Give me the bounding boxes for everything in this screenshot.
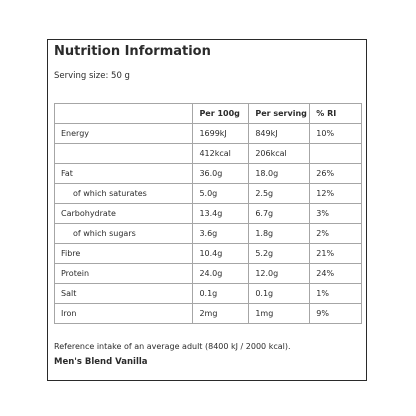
per-serving-value: 2.5g bbox=[249, 184, 310, 204]
nutrient-name: Carbohydrate bbox=[55, 204, 193, 224]
table-row bbox=[55, 224, 362, 244]
per-100g-value: 1699kJ bbox=[193, 124, 249, 144]
percent-ri-value: 2% bbox=[310, 224, 362, 244]
per-100g-value: 36.0g bbox=[193, 164, 249, 184]
per-100g-value: 10.4g bbox=[193, 244, 249, 264]
header-per-serving: Per serving bbox=[249, 104, 310, 124]
percent-ri-value: 21% bbox=[310, 244, 362, 264]
table-row bbox=[55, 244, 362, 264]
nutrient-name: of which sugars bbox=[55, 224, 193, 244]
nutrient-name: Energy bbox=[55, 124, 193, 144]
table-row bbox=[55, 264, 362, 284]
header-per-100g: Per 100g bbox=[193, 104, 249, 124]
per-serving-value: 849kJ bbox=[249, 124, 310, 144]
per-serving-value: 206kcal bbox=[249, 144, 310, 164]
per-serving-value: 5.2g bbox=[249, 244, 310, 264]
table-row bbox=[55, 304, 362, 324]
serving-size: Serving size: 50 g bbox=[54, 71, 130, 81]
nutrient-name: Salt bbox=[55, 284, 193, 304]
nutrient-name bbox=[55, 144, 193, 164]
per-100g-value: 412kcal bbox=[193, 144, 249, 164]
per-100g-value: 2mg bbox=[193, 304, 249, 324]
table-row bbox=[55, 204, 362, 224]
panel-title: Nutrition Information bbox=[54, 44, 211, 59]
percent-ri-value: 1% bbox=[310, 284, 362, 304]
per-serving-value: 0.1g bbox=[249, 284, 310, 304]
per-100g-value: 0.1g bbox=[193, 284, 249, 304]
product-name: Men's Blend Vanilla bbox=[54, 357, 148, 367]
per-serving-value: 6.7g bbox=[249, 204, 310, 224]
table-row bbox=[55, 284, 362, 304]
percent-ri-value: 26% bbox=[310, 164, 362, 184]
percent-ri-value: 9% bbox=[310, 304, 362, 324]
per-serving-value: 18.0g bbox=[249, 164, 310, 184]
per-serving-value: 1.8g bbox=[249, 224, 310, 244]
per-100g-value: 24.0g bbox=[193, 264, 249, 284]
percent-ri-value bbox=[310, 144, 362, 164]
per-100g-value: 5.0g bbox=[193, 184, 249, 204]
table-header-row bbox=[55, 104, 362, 124]
header-percent-ri: % RI bbox=[310, 104, 362, 124]
table-row bbox=[55, 124, 362, 144]
nutrient-name: of which saturates bbox=[55, 184, 193, 204]
nutrient-name: Fat bbox=[55, 164, 193, 184]
percent-ri-value: 12% bbox=[310, 184, 362, 204]
percent-ri-value: 10% bbox=[310, 124, 362, 144]
percent-ri-value: 3% bbox=[310, 204, 362, 224]
header-nutrient bbox=[55, 104, 193, 124]
nutrient-name: Protein bbox=[55, 264, 193, 284]
per-100g-value: 13.4g bbox=[193, 204, 249, 224]
reference-intake-note: Reference intake of an average adult (8400 kJ / 2000 kcal). bbox=[54, 342, 291, 351]
table-row bbox=[55, 164, 362, 184]
nutrition-table bbox=[54, 103, 362, 324]
per-serving-value: 1mg bbox=[249, 304, 310, 324]
per-100g-value: 3.6g bbox=[193, 224, 249, 244]
nutrient-name: Fibre bbox=[55, 244, 193, 264]
per-serving-value: 12.0g bbox=[249, 264, 310, 284]
table-row bbox=[55, 184, 362, 204]
percent-ri-value: 24% bbox=[310, 264, 362, 284]
nutrient-name: Iron bbox=[55, 304, 193, 324]
nutrition-panel bbox=[47, 39, 367, 381]
table-row bbox=[55, 144, 362, 164]
